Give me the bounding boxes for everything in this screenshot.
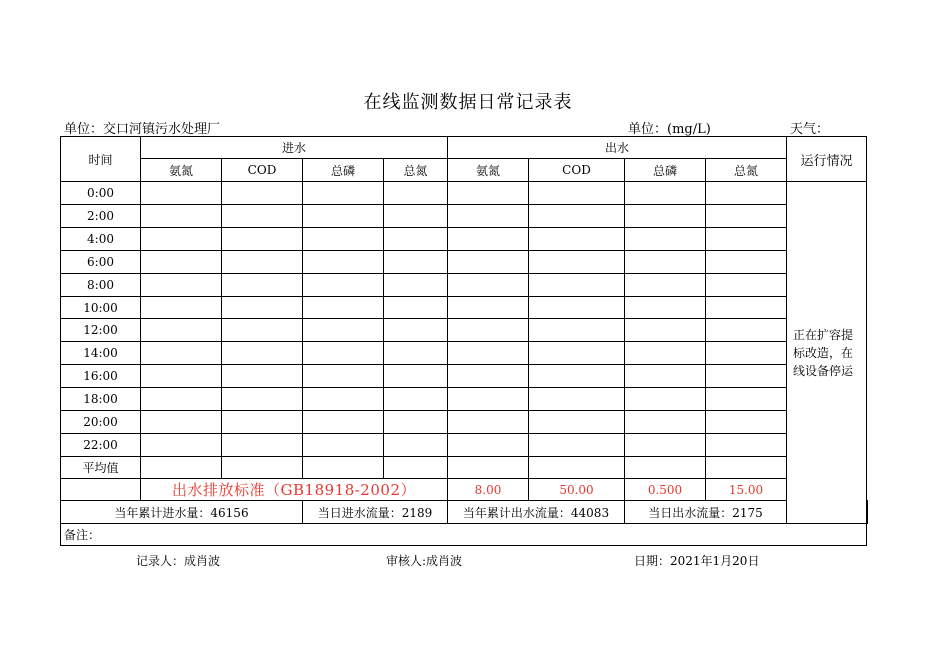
data-cell [141, 388, 222, 411]
data-cell [625, 228, 706, 251]
inflow-col-header: 总氮 [384, 159, 448, 182]
data-cell [625, 457, 706, 479]
data-cell [141, 342, 222, 365]
data-cell [529, 457, 625, 479]
data-cell [303, 251, 384, 274]
data-cell [141, 228, 222, 251]
data-cell [384, 434, 448, 457]
data-cell [529, 251, 625, 274]
data-cell [706, 388, 787, 411]
data-cell [625, 182, 706, 205]
time-cell: 20:00 [61, 411, 141, 434]
time-cell: 14:00 [61, 342, 141, 365]
data-cell [384, 297, 448, 319]
data-cell [384, 319, 448, 342]
data-cell [448, 205, 529, 228]
standard-value: 50.00 [529, 479, 625, 501]
data-cell [303, 365, 384, 388]
data-cell [529, 388, 625, 411]
data-cell [303, 411, 384, 434]
time-row [61, 388, 868, 411]
inflow-col-header: 氨氮 [141, 159, 222, 182]
data-cell [384, 228, 448, 251]
time-cell: 6:00 [61, 251, 141, 274]
inflow-header: 进水 [141, 137, 448, 159]
time-cell: 8:00 [61, 274, 141, 297]
time-row [61, 434, 868, 457]
data-cell [529, 365, 625, 388]
standard-value: 8.00 [448, 479, 529, 501]
remarks-row [61, 524, 868, 546]
time-cell: 0:00 [61, 182, 141, 205]
data-cell [141, 434, 222, 457]
data-cell [303, 297, 384, 319]
data-cell [384, 342, 448, 365]
data-cell [222, 388, 303, 411]
data-cell [706, 251, 787, 274]
recorder: 记录人：成肖波 [136, 554, 221, 568]
data-cell [222, 228, 303, 251]
time-row [61, 182, 868, 205]
data-cell [141, 365, 222, 388]
data-cell [141, 251, 222, 274]
data-cell [222, 434, 303, 457]
data-cell [625, 297, 706, 319]
flow-blank [867, 501, 868, 524]
data-cell [448, 182, 529, 205]
time-cell: 2:00 [61, 205, 141, 228]
time-row [61, 319, 868, 342]
time-row [61, 411, 868, 434]
standard-value: 0.500 [625, 479, 706, 501]
data-cell [384, 457, 448, 479]
remarks-label: 备注： [61, 524, 867, 546]
data-cell [448, 388, 529, 411]
data-cell [706, 411, 787, 434]
data-cell [303, 342, 384, 365]
outflow-col-header: 总磷 [625, 159, 706, 182]
data-cell [529, 228, 625, 251]
data-cell [448, 228, 529, 251]
status-header: 运行情况 [787, 137, 867, 182]
data-cell [625, 205, 706, 228]
outflow-header: 出水 [448, 137, 787, 159]
average-row [61, 457, 868, 479]
data-cell [384, 251, 448, 274]
standard-label: 出水排放标准（GB18918-2002） [141, 479, 448, 501]
status-cell: 正在扩容提标改造，在线设备停运 [787, 182, 867, 524]
data-cell [529, 297, 625, 319]
standard-blank [61, 479, 141, 501]
data-cell [384, 365, 448, 388]
data-cell [706, 297, 787, 319]
data-cell [384, 182, 448, 205]
time-cell: 10:00 [61, 297, 141, 319]
time-row [61, 297, 868, 319]
data-cell [529, 434, 625, 457]
data-cell [384, 274, 448, 297]
data-cell [625, 274, 706, 297]
data-cell [141, 182, 222, 205]
data-cell [448, 434, 529, 457]
data-cell [384, 388, 448, 411]
data-cell [448, 365, 529, 388]
data-cell [222, 297, 303, 319]
time-row [61, 251, 868, 274]
data-cell [706, 319, 787, 342]
data-cell [448, 251, 529, 274]
data-cell [222, 274, 303, 297]
standard-row [61, 479, 868, 501]
data-cell [222, 411, 303, 434]
data-cell [384, 205, 448, 228]
data-cell [222, 457, 303, 479]
data-cell [303, 205, 384, 228]
record-date: 日期：2021年1月20日 [634, 554, 760, 568]
data-cell [303, 457, 384, 479]
time-row [61, 228, 868, 251]
data-cell [141, 457, 222, 479]
data-cell [222, 365, 303, 388]
standard-value: 15.00 [706, 479, 787, 501]
time-cell: 4:00 [61, 228, 141, 251]
data-cell [529, 182, 625, 205]
data-cell [303, 274, 384, 297]
data-cell [625, 365, 706, 388]
page-title: 在线监测数据日常记录表 [363, 92, 573, 113]
data-cell [625, 411, 706, 434]
unit-name: 单位：交口河镇污水处理厂 [64, 122, 221, 137]
day-outflow: 当日出水流量：2175 [625, 501, 787, 524]
data-cell [303, 388, 384, 411]
data-cell [625, 342, 706, 365]
data-cell [303, 319, 384, 342]
data-cell [222, 251, 303, 274]
average-label: 平均值 [61, 457, 141, 479]
reviewer: 审核人:成肖波 [386, 554, 463, 568]
time-row [61, 274, 868, 297]
data-cell [448, 319, 529, 342]
data-cell [141, 297, 222, 319]
data-cell [222, 342, 303, 365]
time-cell: 16:00 [61, 365, 141, 388]
outflow-col-header: 氨氮 [448, 159, 529, 182]
weather-label: 天气： [790, 122, 830, 137]
data-cell [625, 434, 706, 457]
data-cell [706, 365, 787, 388]
data-cell [448, 274, 529, 297]
flow-row [61, 501, 868, 524]
data-cell [706, 228, 787, 251]
data-cell [141, 205, 222, 228]
data-cell [448, 342, 529, 365]
time-row [61, 342, 868, 365]
data-cell [625, 388, 706, 411]
data-cell [529, 274, 625, 297]
time-row [61, 205, 868, 228]
inflow-col-header: COD [222, 159, 303, 182]
data-cell [222, 205, 303, 228]
time-cell: 18:00 [61, 388, 141, 411]
outflow-col-header: 总氮 [706, 159, 787, 182]
data-cell [303, 228, 384, 251]
day-inflow: 当日进水流量：2189 [303, 501, 448, 524]
data-cell [706, 457, 787, 479]
data-cell [706, 182, 787, 205]
outflow-col-header: COD [529, 159, 625, 182]
data-cell [448, 457, 529, 479]
year-inflow: 当年累计进水量：46156 [61, 501, 303, 524]
data-cell [141, 411, 222, 434]
data-cell [529, 342, 625, 365]
year-outflow: 当年累计出水流量：44083 [448, 501, 625, 524]
record-table [60, 136, 868, 546]
data-cell [625, 319, 706, 342]
data-cell [141, 274, 222, 297]
data-cell [706, 274, 787, 297]
data-cell [706, 434, 787, 457]
data-cell [448, 411, 529, 434]
time-header: 时间 [61, 137, 141, 182]
data-cell [141, 319, 222, 342]
data-cell [384, 411, 448, 434]
data-cell [222, 182, 303, 205]
data-cell [448, 297, 529, 319]
data-cell [529, 411, 625, 434]
data-cell [706, 342, 787, 365]
time-cell: 12:00 [61, 319, 141, 342]
unit-measure: 单位：(mg/L) [628, 122, 711, 137]
data-cell [529, 319, 625, 342]
data-cell [529, 205, 625, 228]
data-cell [625, 251, 706, 274]
inflow-col-header: 总磷 [303, 159, 384, 182]
data-cell [303, 182, 384, 205]
time-row [61, 365, 868, 388]
time-cell: 22:00 [61, 434, 141, 457]
data-cell [303, 434, 384, 457]
data-cell [222, 319, 303, 342]
data-cell [706, 205, 787, 228]
